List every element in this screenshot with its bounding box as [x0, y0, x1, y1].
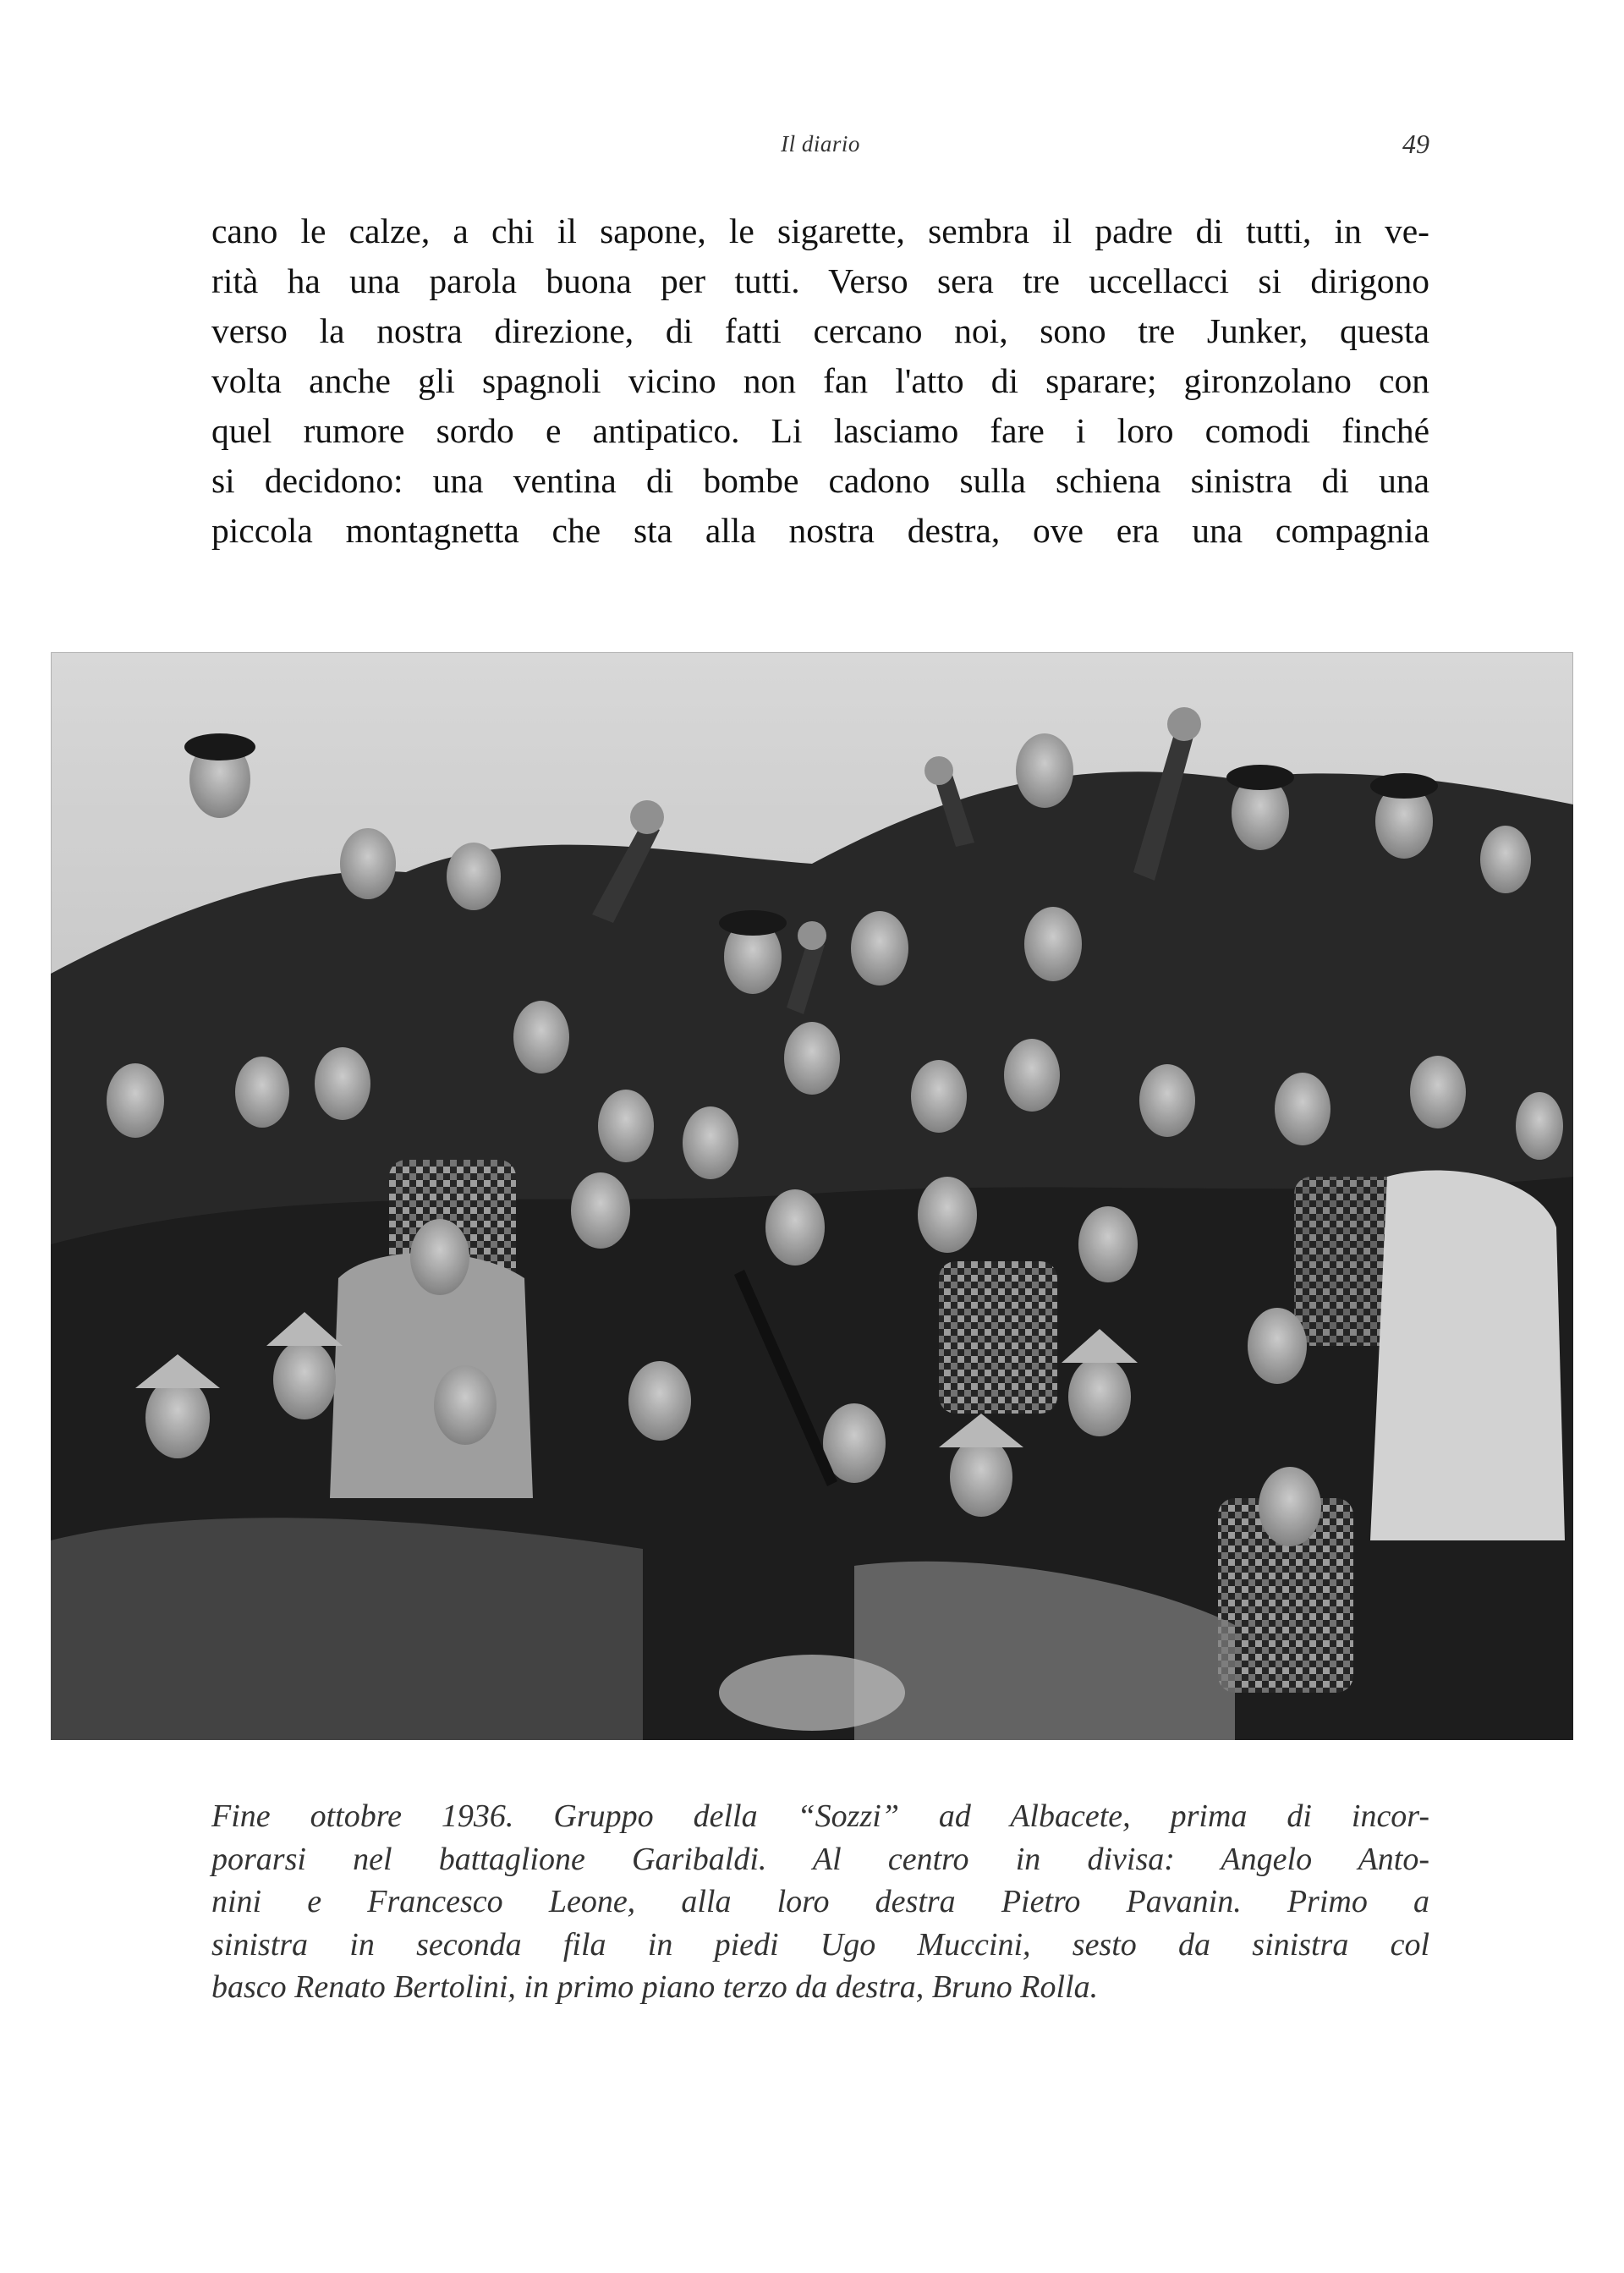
body-line: rità ha una parola buona per tutti. Verso sera tre uccellacci si dirigono [211, 261, 1429, 300]
photo-illustration [51, 652, 1573, 1740]
page-number: 49 [1402, 129, 1429, 159]
running-head [211, 127, 1429, 161]
caption-line: porarsi nel battaglione Garibaldi. Al centro in divisa: Angelo Anto- [211, 1841, 1429, 1877]
caption-line: nini e Francesco Leone, alla loro destra Pietro Pavanin. Primo a [211, 1884, 1429, 1919]
body-line: piccola montagnetta che sta alla nostra destra, ove era una compagnia [211, 511, 1429, 550]
caption-line: sinistra in seconda fila in piedi Ugo Muccini, sesto da sinistra col [211, 1926, 1429, 1963]
group-photograph [51, 652, 1573, 1740]
body-line: si decidono: una ventina di bombe cadono sulla schiena sinistra di una [211, 461, 1429, 500]
caption-line: basco Renato Bertolini, in primo piano terzo da destra, Bruno Rolla. [211, 1969, 1099, 2005]
caption-line: Fine ottobre 1936. Gruppo della “Sozzi” ad Albacete, prima di incor- [211, 1798, 1429, 1834]
body-line: volta anche gli spagnoli vicino non fan l'atto di sparare; gironzolano con [211, 361, 1429, 400]
photo-caption [211, 1795, 1429, 2009]
body-text [211, 206, 1429, 556]
body-line: quel rumore sordo e antipatico. Li lasciamo fare i loro comodi finché [211, 411, 1429, 450]
section-title: Il diario [781, 131, 860, 156]
body-line: cano le calze, a chi il sapone, le sigarette, sembra il padre di tutti, in ve- [211, 211, 1429, 250]
body-line: verso la nostra direzione, di fatti cercano noi, sono tre Junker, questa [211, 311, 1429, 350]
